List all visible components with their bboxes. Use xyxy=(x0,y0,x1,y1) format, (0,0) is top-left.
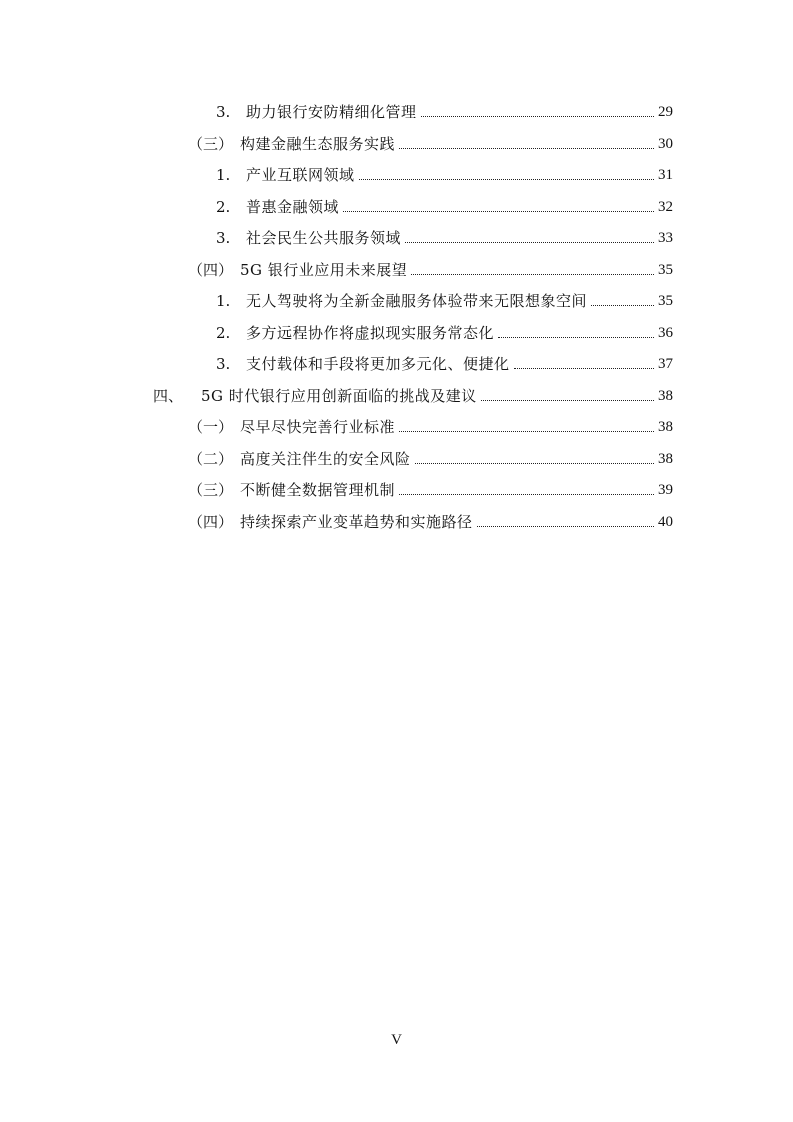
toc-entry-title: 持续探索产业变革趋势和实施路径 xyxy=(240,512,473,531)
toc-entry-page: 30 xyxy=(658,135,673,152)
toc-dot-leader xyxy=(591,305,654,306)
toc-dot-leader xyxy=(477,526,654,527)
toc-entry[interactable] xyxy=(188,256,673,280)
toc-entry[interactable] xyxy=(216,287,673,311)
toc-entry[interactable] xyxy=(188,445,673,469)
toc-entry-number: 3. xyxy=(216,229,231,247)
toc-entry-number: 1. xyxy=(216,292,231,310)
toc-dot-leader xyxy=(399,431,654,432)
toc-dot-leader xyxy=(405,242,654,243)
toc-entry-title: 普惠金融领域 xyxy=(246,197,340,216)
toc-entry[interactable] xyxy=(216,319,673,343)
toc-entry-number: （二） xyxy=(188,449,234,468)
toc-entry-page: 29 xyxy=(658,104,673,120)
toc-entry[interactable] xyxy=(188,508,673,532)
toc-entry-page: 32 xyxy=(658,198,673,215)
toc-entry-page: 31 xyxy=(658,167,673,183)
toc-entry-title: 支付载体和手段将更加多元化、便捷化 xyxy=(246,355,510,373)
toc-entry[interactable] xyxy=(188,130,673,154)
toc-entry-number: （四） xyxy=(188,260,234,279)
toc-entry-page: 35 xyxy=(658,261,673,278)
toc-entry-number: 四、 xyxy=(153,386,184,405)
toc-entry-number: 2. xyxy=(216,197,231,216)
toc-entry-number: 3. xyxy=(216,103,231,121)
toc-entry-title: 构建金融生态服务实践 xyxy=(240,134,396,153)
toc-dot-leader xyxy=(481,400,654,401)
toc-dot-leader xyxy=(399,494,654,495)
toc-entry-title: 产业互联网领域 xyxy=(246,166,355,184)
toc-entry[interactable] xyxy=(216,350,673,374)
toc-entry-page: 38 xyxy=(658,419,673,435)
toc-entry-number: （三） xyxy=(188,134,234,153)
toc-entry[interactable] xyxy=(216,98,673,122)
toc-entry-page: 37 xyxy=(658,356,673,372)
toc-entry-page: 40 xyxy=(658,513,673,530)
toc-entry-title: 不断健全数据管理机制 xyxy=(240,481,396,499)
toc-dot-leader xyxy=(421,116,654,117)
toc-dot-leader xyxy=(415,463,654,464)
toc-dot-leader xyxy=(411,274,654,275)
toc-dot-leader xyxy=(399,148,654,149)
toc-entry[interactable] xyxy=(216,161,673,185)
toc-entry-title: 社会民生公共服务领域 xyxy=(246,229,402,247)
toc-entry-page: 35 xyxy=(658,293,673,309)
toc-dot-leader xyxy=(343,211,654,212)
toc-entry-page: 38 xyxy=(658,450,673,467)
toc-entry[interactable] xyxy=(153,382,673,406)
toc-entry-title: 无人驾驶将为全新金融服务体验带来无限想象空间 xyxy=(246,292,588,310)
toc-entry[interactable] xyxy=(216,224,673,248)
toc-entry-title: 尽早尽快完善行业标准 xyxy=(240,418,396,436)
toc-entry-page: 38 xyxy=(658,387,673,404)
toc-entry-number: 1. xyxy=(216,166,231,184)
page-number-footer: V xyxy=(391,1032,402,1048)
toc-entry-page: 33 xyxy=(658,230,673,246)
toc-entry-number: （四） xyxy=(188,512,234,531)
toc-entry-number: （三） xyxy=(188,481,234,499)
toc-dot-leader xyxy=(498,337,654,338)
toc-entry-title: 助力银行安防精细化管理 xyxy=(246,103,417,121)
toc-dot-leader xyxy=(359,179,654,180)
toc-entry-page: 36 xyxy=(658,324,673,341)
toc-entry[interactable] xyxy=(216,193,673,217)
toc-entry-title: 5G 银行业应用未来展望 xyxy=(240,260,408,279)
toc-entry-title: 5G 时代银行应用创新面临的挑战及建议 xyxy=(201,386,477,405)
toc-entry[interactable] xyxy=(188,476,673,500)
toc-entry-title: 多方远程协作将虚拟现实服务常态化 xyxy=(246,323,495,342)
toc-entry-number: （一） xyxy=(188,418,234,436)
toc-entry-page: 39 xyxy=(658,482,673,498)
toc-entry-number: 2. xyxy=(216,323,231,342)
toc-dot-leader xyxy=(514,368,654,369)
toc-entry-title: 高度关注伴生的安全风险 xyxy=(240,449,411,468)
toc-entry[interactable] xyxy=(188,413,673,437)
toc-entry-number: 3. xyxy=(216,355,231,373)
